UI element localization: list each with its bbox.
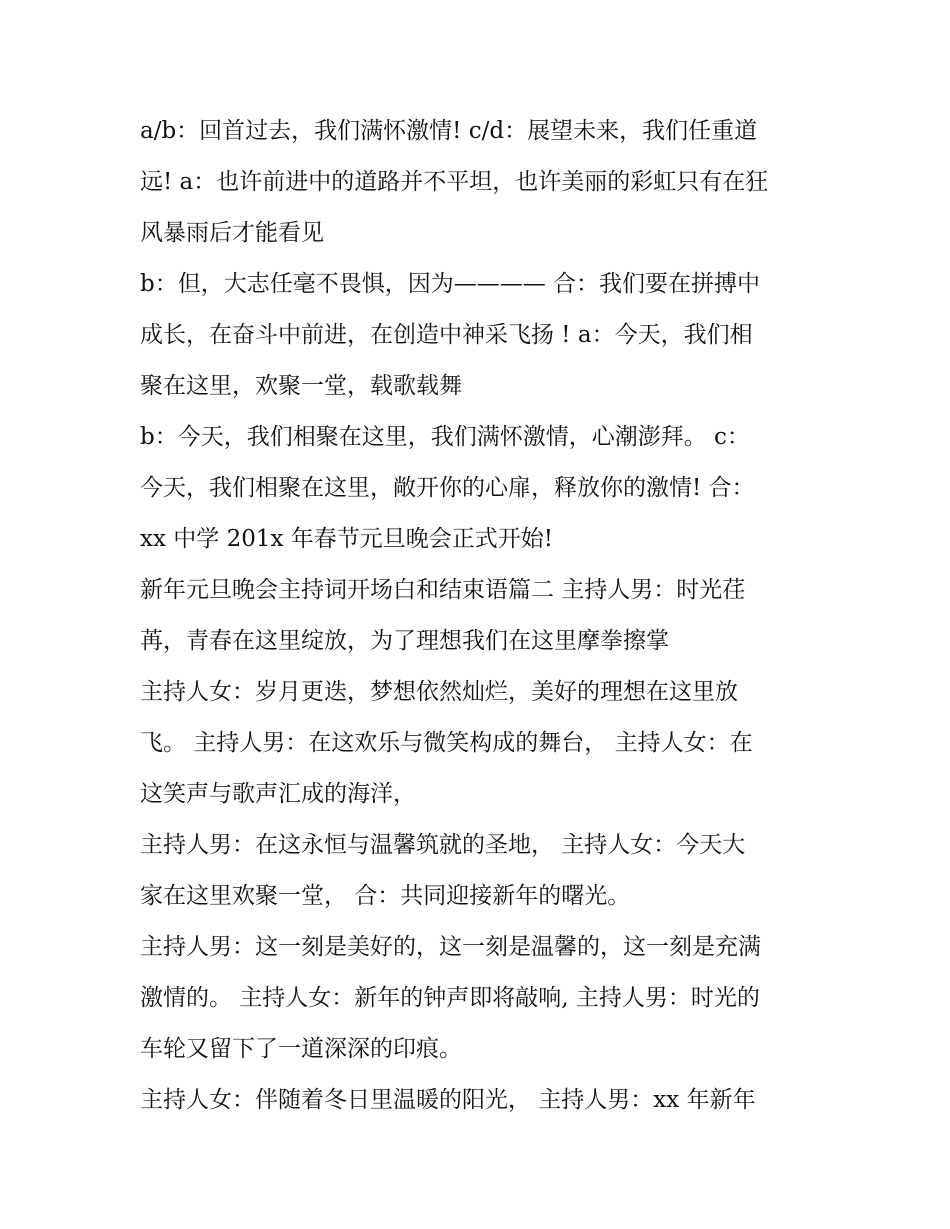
- text-line: 家在这里欢聚一堂， 合：共同迎接新年的曙光。: [140, 883, 631, 909]
- document-body: [140, 106, 820, 1126]
- text-line: 主持人男：在这永恒与温馨筑就的圣地， 主持人女：今天大: [140, 832, 746, 858]
- paragraph-2: [140, 259, 820, 412]
- text-line: 苒，青春在这里绽放，为了理想我们在这里摩拳擦掌: [140, 628, 669, 654]
- text-line: 车轮又留下了一道深深的印痕。: [140, 1036, 462, 1062]
- text-line: 成长，在奋斗中前进，在创造中神采飞扬 ! a：今天，我们相: [140, 322, 753, 348]
- text-line: a/b：回首过去，我们满怀激情! c/d：展望未来，我们任重道: [140, 118, 758, 144]
- text-line: 聚在这里，欢聚一堂，载歌载舞: [140, 373, 462, 399]
- text-line: 主持人女：伴随着冬日里温暖的阳光， 主持人男：xx 年新年: [140, 1087, 756, 1113]
- paragraph-4: [140, 565, 820, 667]
- text-line: 主持人男：这一刻是美好的，这一刻是温馨的，这一刻是充满: [140, 934, 761, 960]
- text-line: 飞。 主持人男：在这欢乐与微笑构成的舞台， 主持人女：在: [140, 730, 753, 756]
- text-line: 这笑声与歌声汇成的海洋，: [140, 781, 416, 807]
- text-line: xx 中学 201x 年春节元旦晚会正式开始!: [140, 526, 553, 552]
- text-line: 风暴雨后才能看见: [140, 220, 324, 246]
- text-line: 新年元旦晚会主持词开场白和结束语篇二 主持人男：时光荏: [140, 577, 746, 603]
- text-line: 激情的。 主持人女：新年的钟声即将敲响, 主持人男：时光的: [140, 985, 760, 1011]
- paragraph-1: [140, 106, 820, 259]
- text-line: b：但，大志任毫不畏惧，因为———— 合：我们要在拼搏中: [140, 271, 761, 297]
- paragraph-5: [140, 667, 820, 820]
- text-line: 远! a：也许前进中的道路并不平坦，也许美丽的彩虹只有在狂: [140, 169, 769, 195]
- paragraph-7: [140, 922, 820, 1075]
- paragraph-3: [140, 412, 820, 565]
- paragraph-8: [140, 1075, 820, 1126]
- text-line: 今天，我们相聚在这里，敞开你的心扉，释放你的激情! 合：: [140, 475, 755, 501]
- text-line: b：今天，我们相聚在这里，我们满怀激情，心潮澎拜。 c：: [140, 424, 750, 450]
- paragraph-6: [140, 820, 820, 922]
- text-line: 主持人女：岁月更迭，梦想依然灿烂，美好的理想在这里放: [140, 679, 738, 705]
